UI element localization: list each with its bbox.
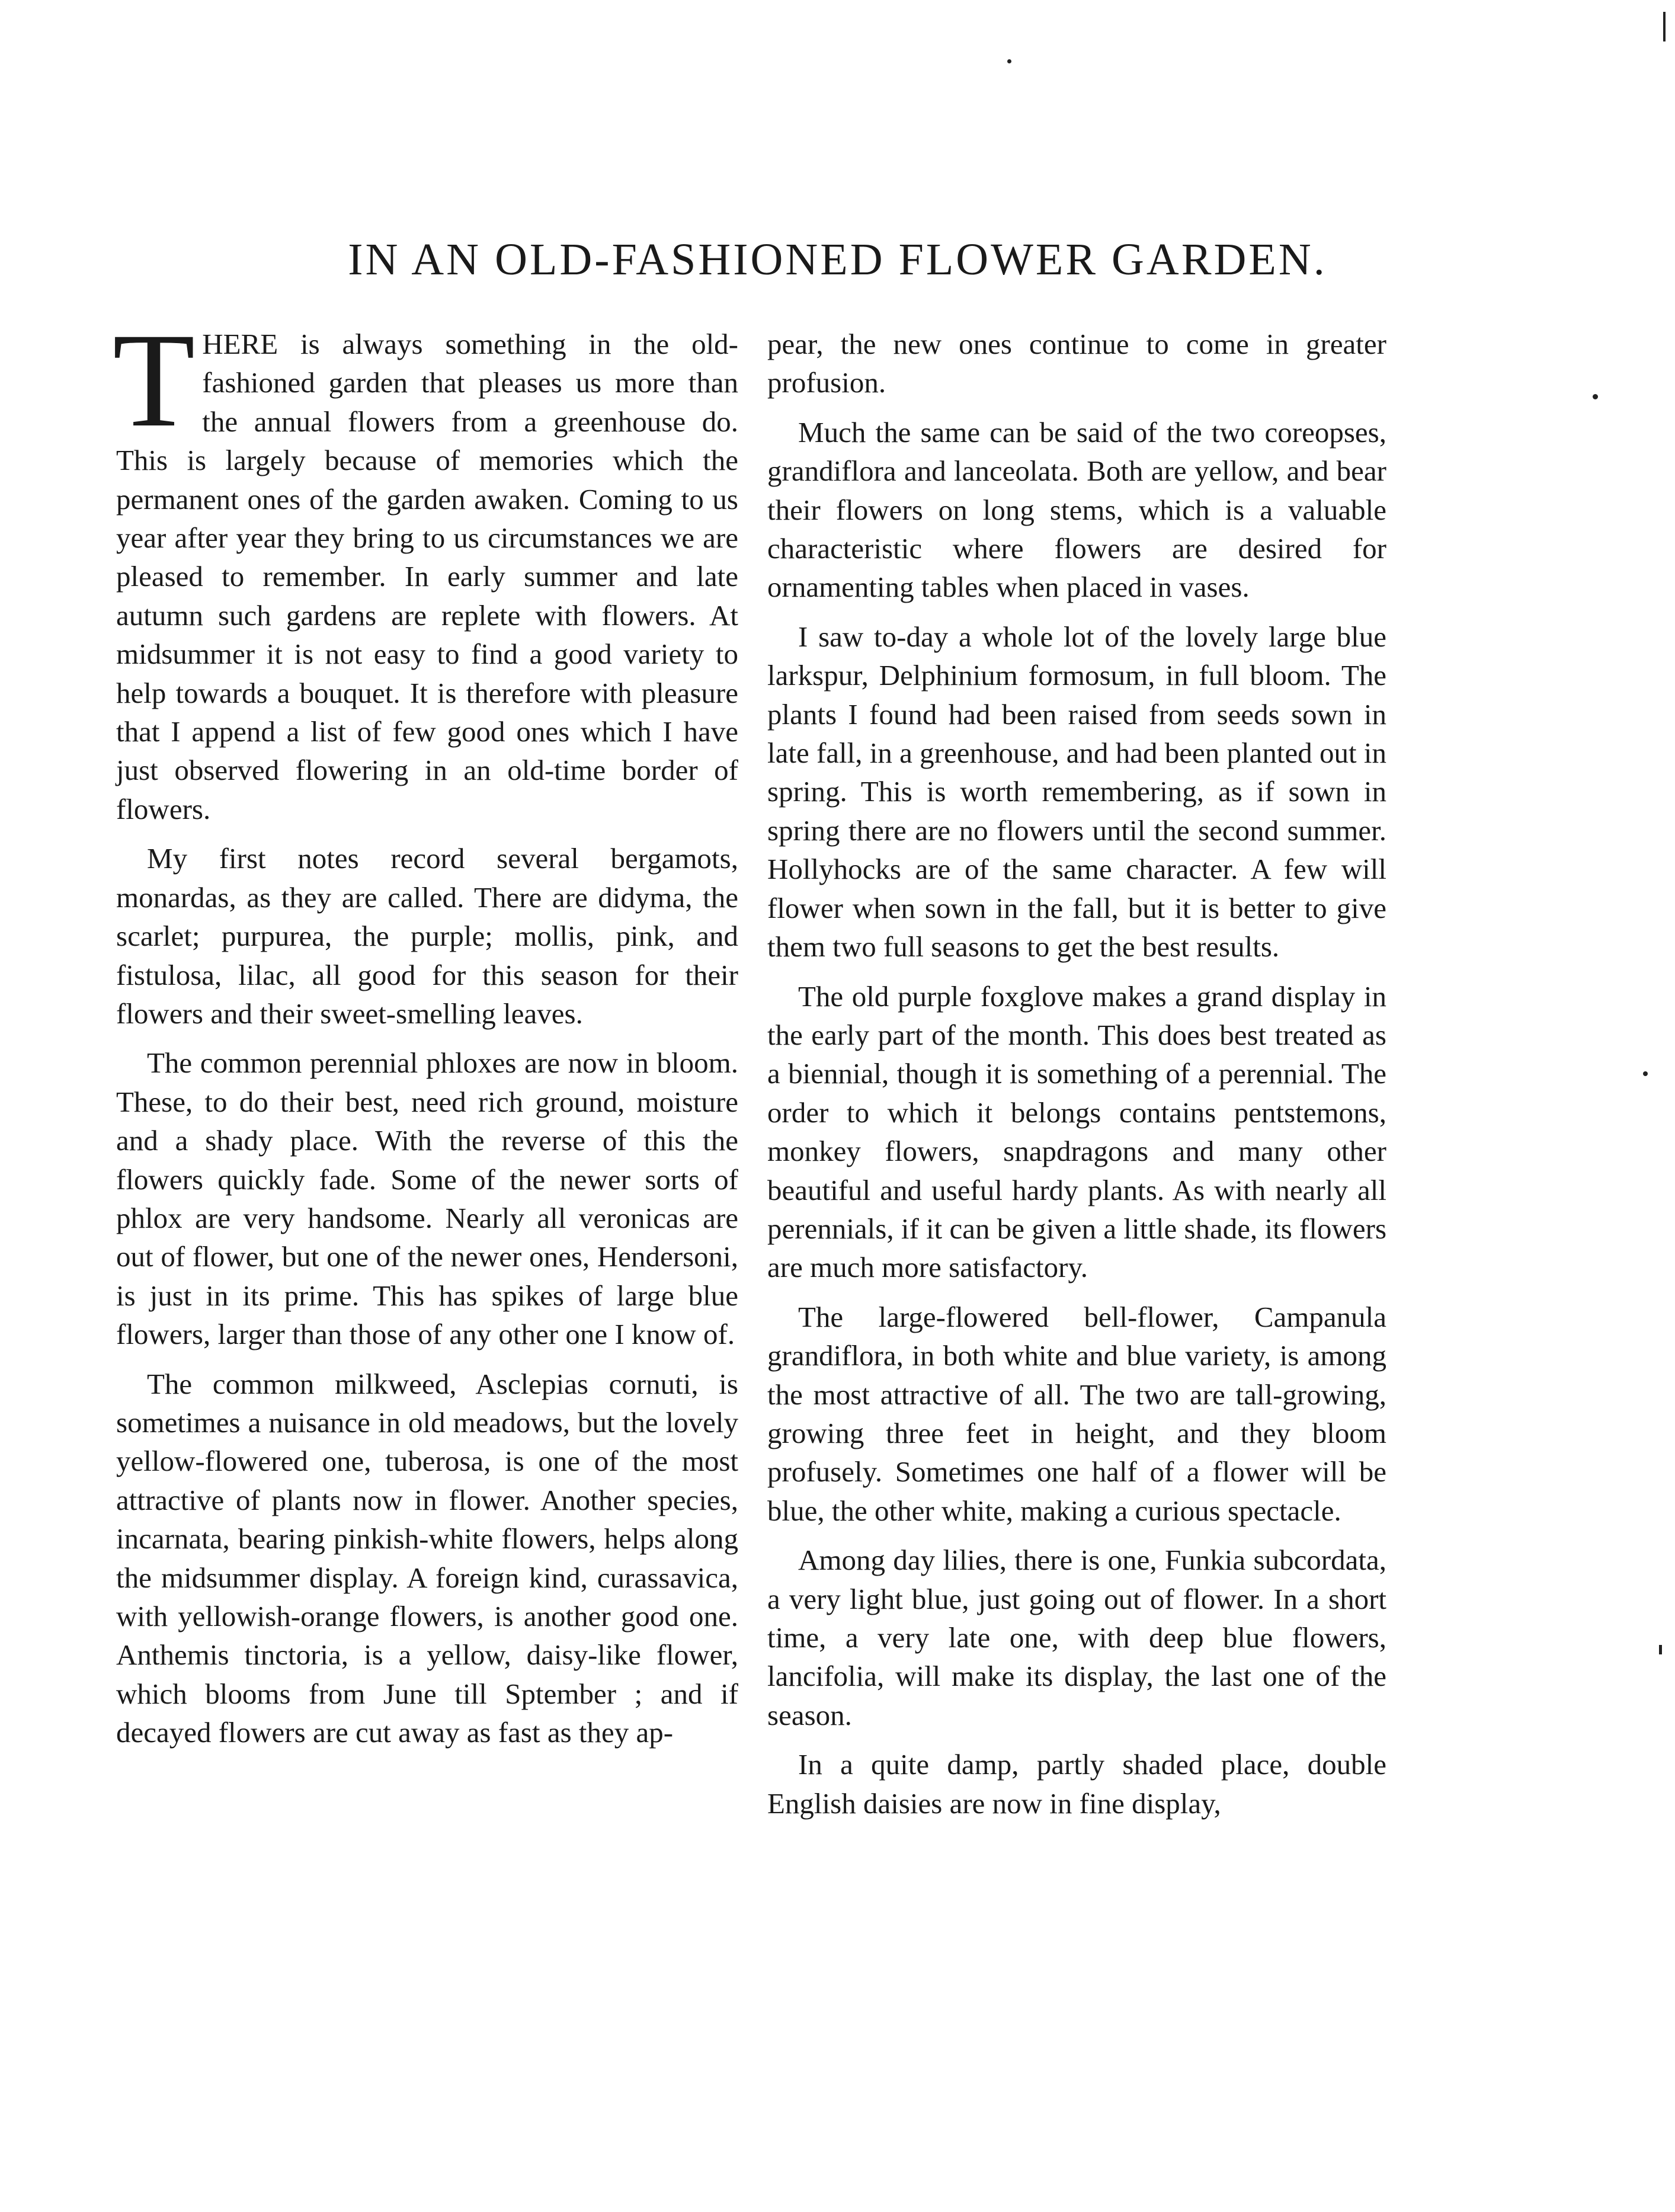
page-title: IN AN OLD-FASHIONED FLOWER GARDEN. <box>348 235 1327 284</box>
paragraph-10: In a quite damp, partly shaded place, double English daisies are now in fine display, <box>767 1748 1386 1820</box>
paragraph-1 <box>113 306 738 828</box>
paragraph-text: HERE is always something in the old-fashioned garden that pleases us more than the annual flowers from a greenhouse do. This is largely because of memories which the permanent ones of the garden awaken. Coming to us year after year they bring to us circumstances we are pleased to remember. In early summer and late autumn such gardens are replete with flowers. At midsummer it is not easy to find a good variety to help towards a bouquet. It is therefore with pleasure that I append a list of few good ones which I have just observed flowering in an old-time border of flowers. <box>116 328 738 825</box>
drop-cap: T <box>113 306 196 455</box>
scan-edge-mark <box>1663 12 1666 41</box>
paragraph-7: The old purple foxglove makes a grand display in the early part of the month. This does best treated as a biennial, though it is something of a perennial. The order to which it belongs contains pentstemons, monkey flowers, snapdragons and many other beautiful and useful hardy plants. As with nearly all perennials, if it can be given a little shade, its flowers are much more satisfactory. <box>767 979 1387 1284</box>
scan-speck <box>1659 1645 1662 1654</box>
right-column <box>767 325 1386 1833</box>
paragraph-2: My first notes record several bergamots, monardas, as they are called. There are didyma, the scarlet; purpurea, the purple; mollis, pink, and fistulosa, lilac, all good for this season for their flowers and their sweet-smelling leaves. <box>116 842 738 1030</box>
paragraph-3: The common perennial phloxes are now in bloom. These, to do their best, need rich ground, moisture and a shady place. With the reverse of this the flowers quickly fade. Some of the newer sorts of phlox are very handsome. Nearly all veronicas are out of flower, but one of the newer ones, Hendersoni, is just in its prime. This has spikes of large blue flowers, larger than those of any other one I know of. <box>116 1046 738 1351</box>
left-column <box>113 306 738 1763</box>
scan-speck <box>1593 394 1598 399</box>
scan-speck <box>1007 59 1011 63</box>
paragraph-6: I saw to-day a whole lot of the lovely large blue larkspur, Delphinium formosum, in full bloom. The plants I found had been raised from seeds sown in late fall, in a greenhouse, and had been planted out in spring. This is worth remembering, as if sown in spring there are no flowers until the second summer. Hollyhocks are of the same character. A few will flower when sown in the fall, but it is better to give them two full seasons to get the best results. <box>767 620 1386 963</box>
paragraph-4: The common milkweed, Asclepias cornuti, is sometimes a nuisance in old meadows, but the lovely yellow-flowered one, tuberosa, is one of the most attractive of plants now in flower. Another species, incarnata, bearing pinkish-white flowers, helps along the midsummer display. A foreign kind, curassavica, with yellowish-orange flowers, is another good one. Anthemis tinctoria, is a yellow, daisy-like flower, which blooms from June till Sptember ; and if decayed flowers are cut away as fast as they ap- <box>116 1367 738 1749</box>
paragraph-8: The large-flowered bell-flower, Campanula grandiflora, in both white and blue variety, is among the most attractive of all. The two are tall-growing, growing three feet in height, and they bloom profusely. Sometimes one half of a flower will be blue, the other white, making a curious spectacle. <box>767 1300 1386 1527</box>
paragraph-5: Much the same can be said of the two coreopses, grandiflora and lanceolata. Both are yellow, and bear their flowers on long stems, which is a valuable characteristic where flowers are desired for ornamenting tables when placed in vases. <box>767 415 1386 604</box>
paragraph-9: Among day lilies, there is one, Funkia subcordata, a very light blue, just going out of flower. In a short time, a very late one, with deep blue flowers, lancifolia, will make its display, the last one of the season. <box>767 1544 1386 1731</box>
paragraph-continued: pear, the new ones continue to come in greater profusion. <box>767 328 1386 399</box>
scan-speck <box>1643 1071 1648 1076</box>
